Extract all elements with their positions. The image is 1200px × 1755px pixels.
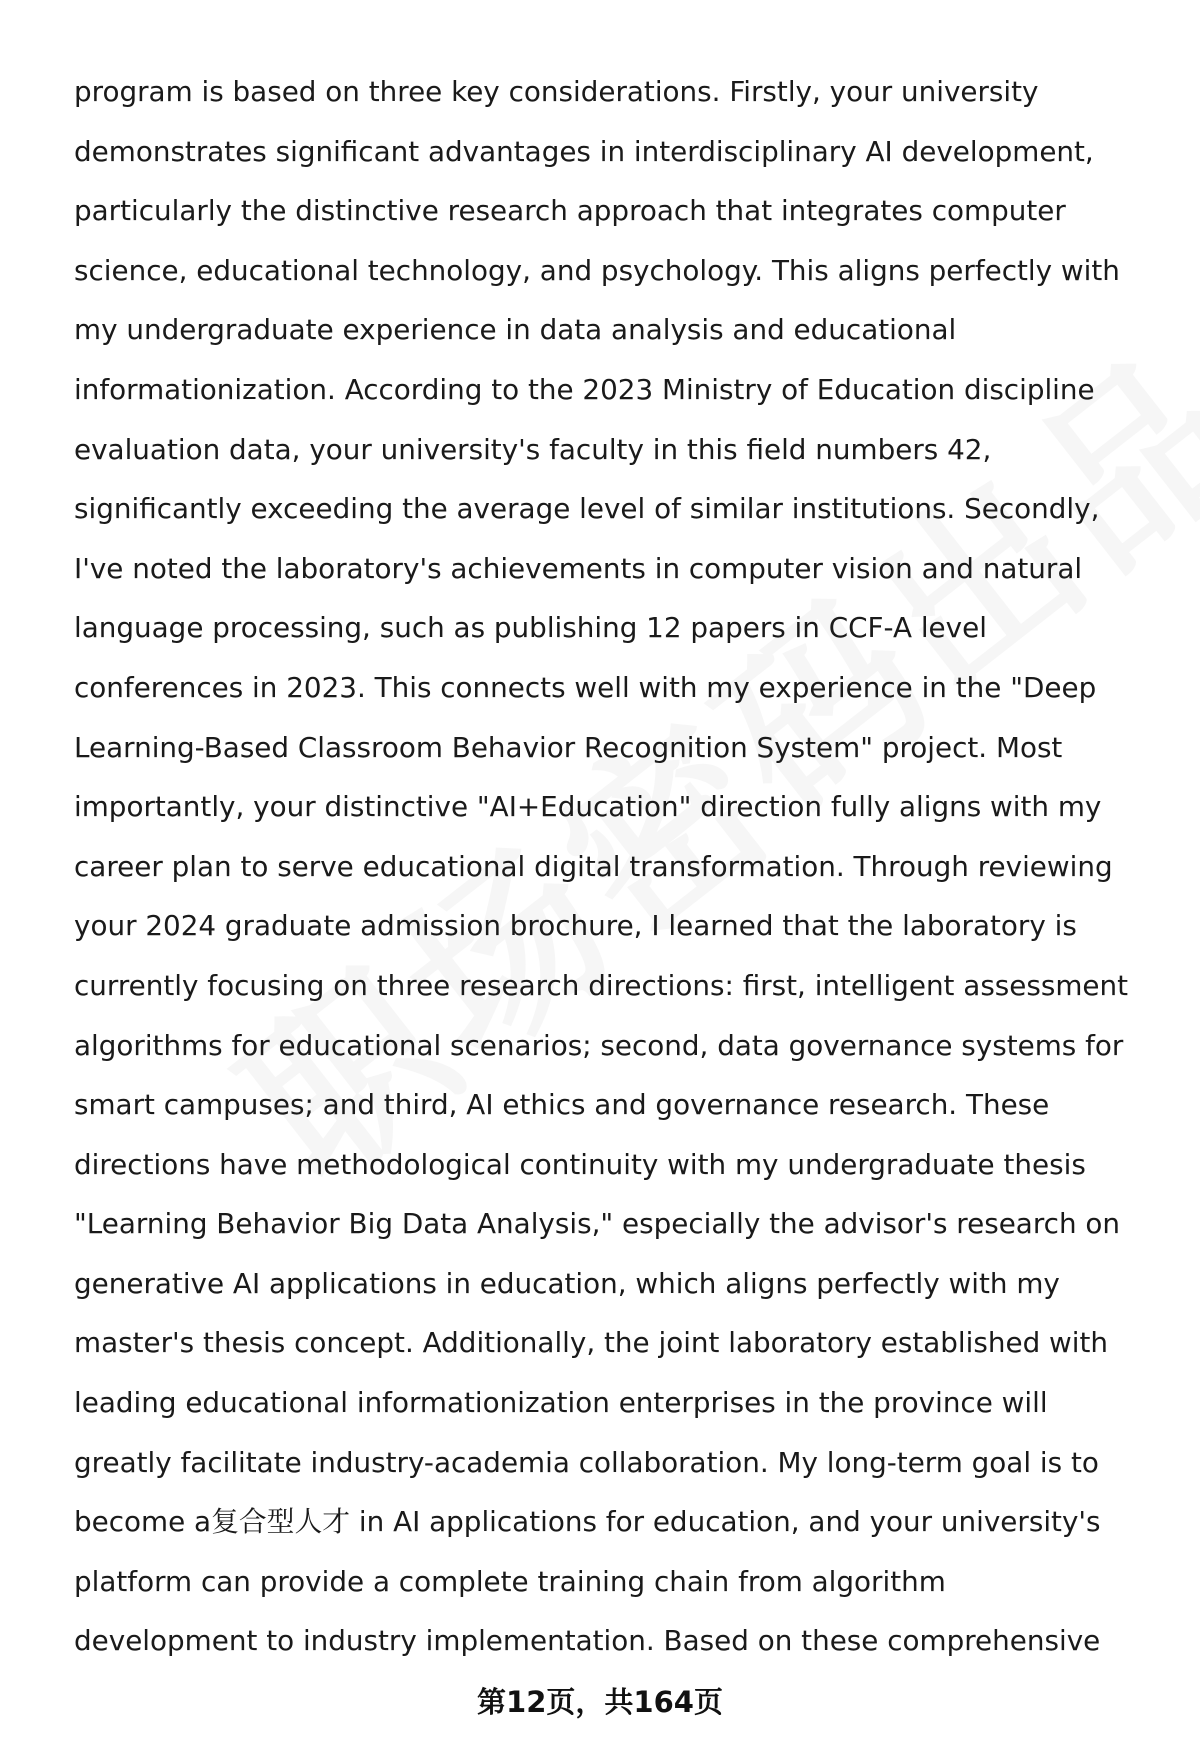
- text-line: particularly the distinctive research approach that integrates computer: [74, 194, 1066, 228]
- text-line: algorithms for educational scenarios; second, data governance systems for: [74, 1028, 1124, 1062]
- body-text: [74, 62, 1154, 1671]
- text-line: greatly facilitate industry-academia collaboration. My long-term goal is to: [74, 1445, 1099, 1479]
- text-line: my undergraduate experience in data analysis and educational: [74, 313, 957, 347]
- text-line: conferences in 2023. This connects well with my experience in the "Deep: [74, 670, 1097, 704]
- text-line: your 2024 graduate admission brochure, I learned that the laboratory is: [74, 909, 1077, 943]
- text-line: career plan to serve educational digital transformation. Through reviewing: [74, 849, 1113, 883]
- text-line: leading educational informationization enterprises in the province will: [74, 1386, 1048, 1420]
- text-line: smart campuses; and third, AI ethics and governance research. These: [74, 1088, 1050, 1122]
- text-line: language processing, such as publishing 12 papers in CCF-A level: [74, 611, 987, 645]
- text-line: evaluation data, your university's faculty in this field numbers 42,: [74, 432, 992, 466]
- text-line: directions have methodological continuity with my undergraduate thesis: [74, 1147, 1086, 1181]
- text-line: informationization. According to the 2023 Ministry of Education discipline: [74, 372, 1095, 406]
- text-line: importantly, your distinctive "AI+Education" direction fully aligns with my: [74, 790, 1102, 824]
- page-number: 第12页，共164页: [477, 1685, 723, 1719]
- text-line: currently focusing on three research directions: first, intelligent assessment: [74, 968, 1129, 1002]
- text-line: Learning-Based Classroom Behavior Recognition System" project. Most: [74, 730, 1063, 764]
- text-line: science, educational technology, and psychology. This aligns perfectly with: [74, 253, 1120, 287]
- text-line: "Learning Behavior Big Data Analysis," especially the advisor's research on: [74, 1207, 1121, 1241]
- text-line: platform can provide a complete training chain from algorithm: [74, 1564, 946, 1598]
- text-line: significantly exceeding the average level of similar institutions. Secondly,: [74, 492, 1100, 526]
- text-line: demonstrates significant advantages in interdisciplinary AI development,: [74, 134, 1094, 168]
- text-line: become a复合型人才 in AI applications for education, and your university's: [74, 1505, 1101, 1539]
- text-line: generative AI applications in education, which aligns perfectly with my: [74, 1266, 1060, 1300]
- text-line: program is based on three key considerations. Firstly, your university: [74, 75, 1039, 108]
- text-line: master's thesis concept. Additionally, the joint laboratory established with: [74, 1326, 1109, 1360]
- text-line: I've noted the laboratory's achievements in computer vision and natural: [74, 551, 1083, 585]
- text-line: development to industry implementation. Based on these comprehensive: [74, 1624, 1101, 1658]
